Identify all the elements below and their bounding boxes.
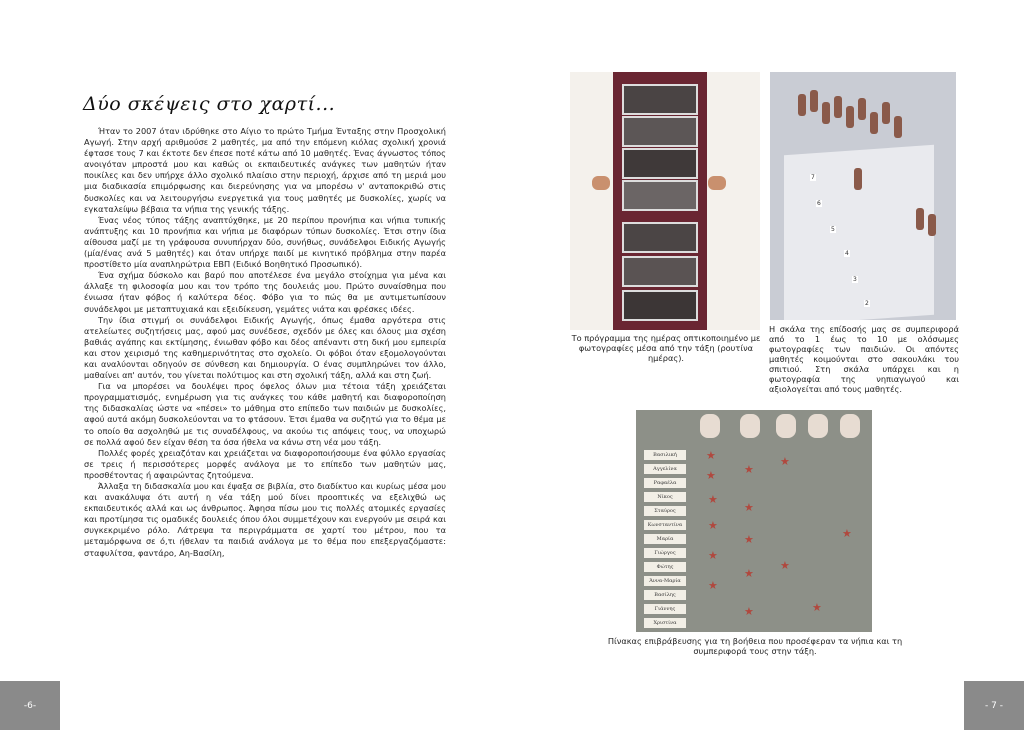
star-icon: ★ <box>706 449 716 462</box>
page-number-left: -6- <box>0 681 60 730</box>
caption-reward: Πίνακας επιβράβευσης για τη βοήθεια που προσέφεραν τα νήπια και τη συμπεριφορά τους στην τάξη. <box>607 636 903 656</box>
star-icon: ★ <box>744 501 754 514</box>
star-icon: ★ <box>780 455 790 468</box>
paragraph: Πολλές φορές χρειαζόταν και χρειάζεται να διαφοροποιήσουμε ένα φύλλο εργασίας σε τρεις ή περισσότερες μορφές ανάλογα με το επίπεδο των μαθητών μας, προσθέτοντας ή αφαιρώντας ζητούμενα. <box>84 447 446 480</box>
star-icon: ★ <box>744 605 754 618</box>
child-name: Βασιλική <box>644 450 686 460</box>
photo-strip <box>622 256 698 287</box>
child-figure <box>854 168 862 190</box>
child-photo <box>700 414 720 438</box>
page-title: Δύο σκέψεις στο χαρτί... <box>83 93 336 115</box>
paragraph: Ένας νέος τύπος τάξης αναπτύχθηκε, με 20 περίπου προνήπια και νήπια τυπικής ανάπτυξης και 10 προνήπια και νήπια με διαφόρων τύπων δυσκολίες. Έτσι στην ίδια αίθουσα μαζί με τη γράφουσα συνυπήρχαν δύο, συνήθως, συνάδελφοι Ειδικής Αγωγής (μία/ένας ανά 5 μαθητές) και όταν υπήρχε παιδί με κινητικό πρόβλημα στην παρέα προστίθετο μία αναπληρώτρια ΕΒΠ (Ειδικό Βοηθητικό Προσωπικό). <box>84 214 446 270</box>
child-name: Βασίλης <box>644 590 686 600</box>
child-figure <box>834 96 842 118</box>
caption-ladder: Η σκάλα της επίδοσής μας σε συμπεριφορά από το 1 έως το 10 με ολόσωμες φωτογραφίες των παιδιών. Οι απόντες μαθητές κοιμούνται στο σακουλάκι του σπιτιού. Στη σκάλα υπάρχει και η φωτογραφία της νηπιαγωγού και αξιολογείται από τους μαθητές. <box>769 324 959 394</box>
ladder-number: 4 <box>845 250 849 257</box>
child-name: Ραφαέλα <box>644 478 686 488</box>
star-icon: ★ <box>744 463 754 476</box>
child-name: Σταύρος <box>644 506 686 516</box>
star-icon: ★ <box>706 469 716 482</box>
child-figure <box>810 90 818 112</box>
paragraph: Για να μπορέσει να δουλέψει προς όφελος όλων μια τέτοια τάξη χρειάζεται προγραμματισμός, ενημέρωση για τις ανάγκες του κάθε μαθητή και διαφοροποίηση της διδασκαλίας ώστε να «πέσει» το μάθημα στο επίπεδο των παιδιών με δυσκολίες, αφού αυτά ακόμη δυσκολεύονται να το φτάσουν. Έτσι έμαθα να συζητώ για το θέμα με το οποίο θα ασχοληθώ με τις συναδέλφους, να ακούω τις απόψεις τους, να υποχωρώ σε πολλά αφού δεν είχαν θέση τα όσα ήθελα να κάνω στη νέα μου τάξη. <box>84 381 446 447</box>
ladder-number: 7 <box>811 174 815 181</box>
photo-strip <box>622 290 698 321</box>
star-icon: ★ <box>812 601 822 614</box>
article-body <box>84 126 446 559</box>
child-name: Μαρία <box>644 534 686 544</box>
child-photo <box>740 414 760 438</box>
star-icon: ★ <box>744 533 754 546</box>
photo-strip <box>622 84 698 115</box>
paragraph: Άλλαξα τη διδασκαλία μου και έψαξα σε βιβλία, στο διαδίκτυο και κυρίως μέσα μου και ανακάλυψα ότι αυτή η νέα τάξη μού δίνει προοπτικές να εξελιχθώ ως εκπαιδευτικός αλλά και ως άνθρωπος. Άφησα πίσω μου τις πολλές ατομικές εργασίες και προτίμησα τις ομαδικές δουλειές όπου όλοι συμμετέχουν και ενεργούν με σειρά και συγκεκριμένο ρόλο. Λάτρεψα τα περιγράμματα σε χαρτί του μέτρου, που τα μεταμόρφωνα σε ό,τι ήθελαν τα παιδιά ανάλογα με το θέμα που επεξεργαζόμαστε: σταφυλίτσα, φαντάρο, Αη-Βασίλη, <box>84 481 446 558</box>
photo-strip <box>622 116 698 147</box>
hand <box>592 176 610 190</box>
child-photo <box>776 414 796 438</box>
behaviour-ladder-photo <box>770 72 956 320</box>
child-figure <box>928 214 936 236</box>
photo-strip <box>622 148 698 179</box>
child-name: Νίκος <box>644 492 686 502</box>
star-icon: ★ <box>708 493 718 506</box>
child-name: Γιώργος <box>644 548 686 558</box>
ladder-number: 6 <box>817 200 821 207</box>
caption-schedule: Το πρόγραμμα της ημέρας οπτικοποιημένο με φωτογραφίες μέσα από την τάξη (ρουτίνα ημέρας). <box>571 333 761 363</box>
child-figure <box>798 94 806 116</box>
star-icon: ★ <box>744 567 754 580</box>
photo-strip <box>622 180 698 211</box>
photo-strip <box>622 222 698 253</box>
paragraph: Ένα σχήμα δύσκολο και βαρύ που αποτέλεσε ένα μεγάλο στοίχημα για μένα και άλλαξε τη φιλοσοφία μου και τον τρόπο της δουλειάς μου. Πρώτο συναίσθημα που ένιωσα ήταν φόβος ή καλύτερα δέος. Φόβο για το πώς θα με αντιμετωπίσουν συνάδελφοι με μεταπτυχιακά και εξειδίκευση, γεμάτες νιάτα και φρέσκες ιδέες. <box>84 270 446 314</box>
child-photo <box>808 414 828 438</box>
child-name: Άννα-Μαρία <box>644 576 686 586</box>
child-name: Κωνσταντίνα <box>644 520 686 530</box>
child-figure <box>858 98 866 120</box>
ladder-number: 5 <box>831 226 835 233</box>
child-figure <box>846 106 854 128</box>
child-name: Αγγελίνα <box>644 464 686 474</box>
star-icon: ★ <box>842 527 852 540</box>
star-icon: ★ <box>780 559 790 572</box>
star-icon: ★ <box>708 579 718 592</box>
star-icon: ★ <box>708 519 718 532</box>
star-icon: ★ <box>708 549 718 562</box>
child-name: Φώτης <box>644 562 686 572</box>
hand <box>708 176 726 190</box>
child-figure <box>916 208 924 230</box>
reward-chart-photo <box>636 410 872 632</box>
child-figure <box>882 102 890 124</box>
page-number-right: - 7 - <box>964 681 1024 730</box>
ladder-number: 3 <box>853 276 857 283</box>
paragraph: Την ίδια στιγμή οι συνάδελφοι Ειδικής Αγωγής, όπως έμαθα αργότερα στις ατελείωτες συζητήσεις μας, αφού μας συνέδεσε, σχεδόν με όλες και όλους μια σχέση βαθιάς αγάπης και εκτίμησης, ένιωθαν φόβο και δέος απέναντι στη δική μου εμπειρία και στον χειρισμό της καθημερινότητας στο σχολείο. Οι φόβοι όταν εξομολογούνται και αναλύονται οδηγούν σε σύνθεση και δημιουργία. Ο ένας συμπληρώνει τον άλλο, μαθαίνει απ' αυτόν, του γίνεται πολύτιμος και στη σχολική τάξη, αλλά και στη ζωή. <box>84 314 446 381</box>
child-photo <box>840 414 860 438</box>
schedule-board-photo <box>570 72 760 330</box>
ladder-number: 2 <box>865 300 869 307</box>
child-name: Γιάννης <box>644 604 686 614</box>
child-name: Χριστίνα <box>644 618 686 628</box>
child-figure <box>894 116 902 138</box>
child-figure <box>822 102 830 124</box>
paragraph: Ήταν το 2007 όταν ιδρύθηκε στο Αίγιο το πρώτο Τμήμα Ένταξης στην Προσχολική Αγωγή. Στην αρχή αριθμούσε 2 μαθητές, μα από την επόμενη κιόλας σχολική χρονιά έφτασε τους 7 και έκτοτε δεν έπεσε ποτέ κάτω από 10 μαθητές. Ένας άγνωστος τόπος ανοιγόταν μπροστά μου και καθώς οι εκπαιδευτικές ανάγκες των μαθητών ήταν ποικίλες και δεν υπήρχε άλλο σχολικό πλαίσιο στην περιοχή, άρχισε από τη μεριά μου μια διαδικασία επιμόρφωσης και διερεύνησης για να μπορέσω ν' ανταποκριθώ στις δυσκολίες και να λειτουργήσω ενεργετικά για τους μαθητές με δυσκολίες, χωρίς να εγκαταλείψω βέβαια τα νήπια της γενικής τάξης. <box>84 126 446 214</box>
child-figure <box>870 112 878 134</box>
